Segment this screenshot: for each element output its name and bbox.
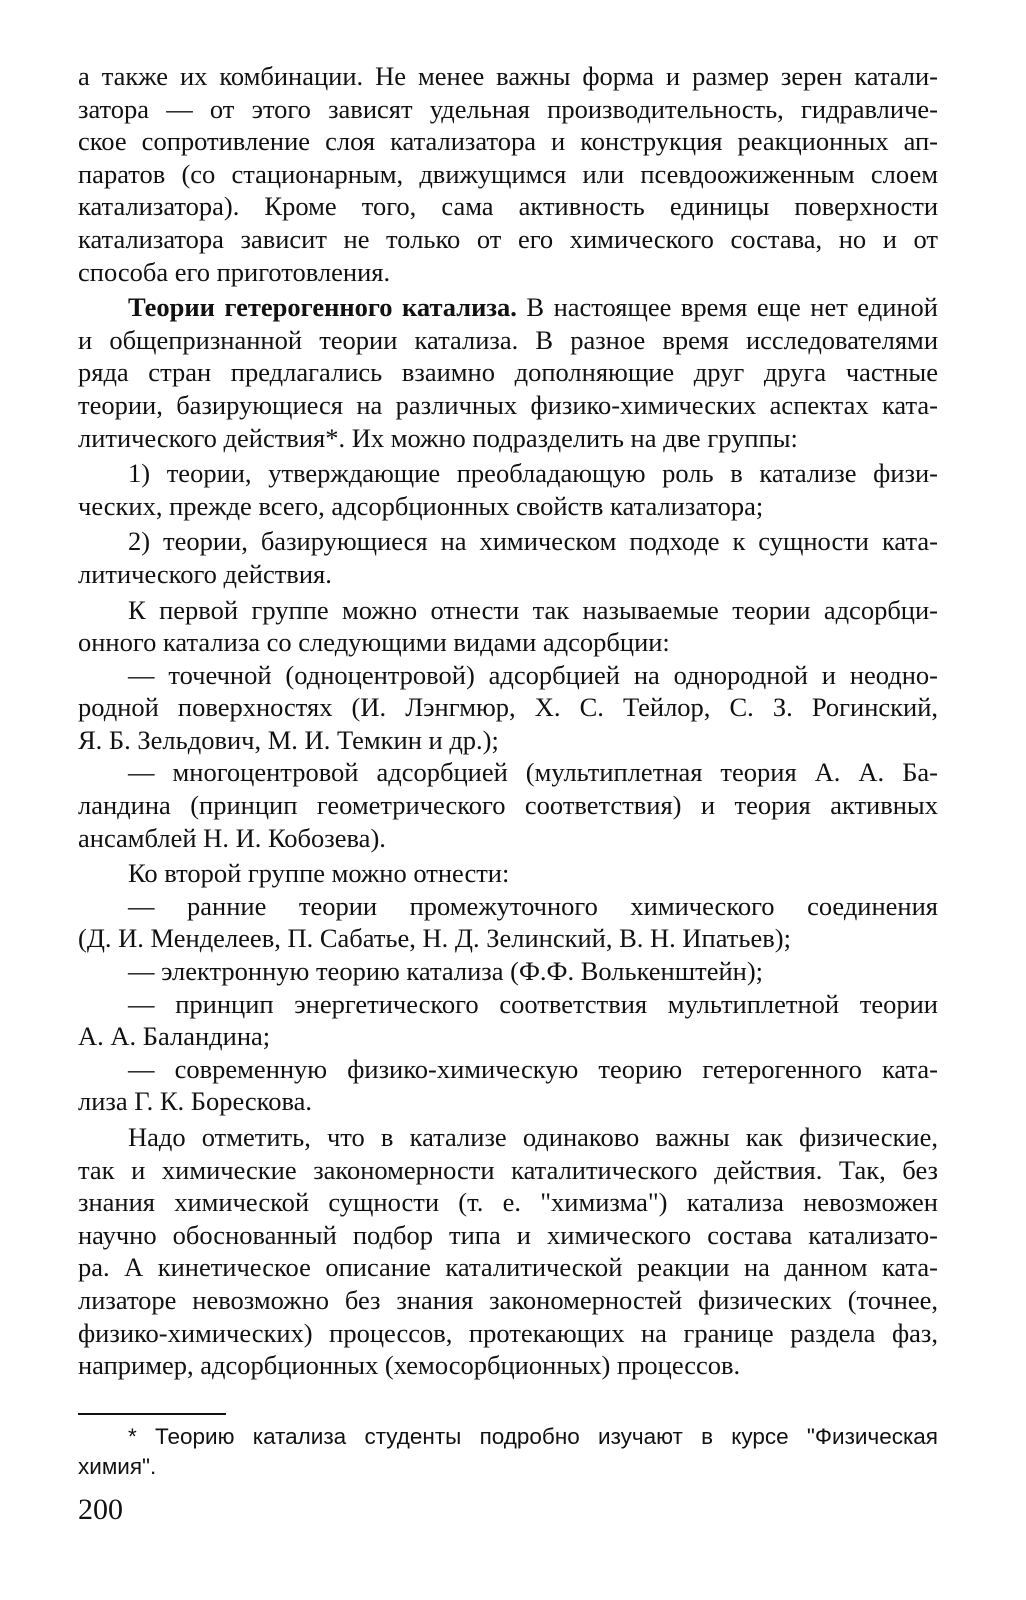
text-line: — многоцентровой адсорбцией (мультиплетная теория А. А. Ба- [128,757,938,788]
footnote-line: * Теорию катализа студенты подробно изучают в курсе "Физическая [128,1424,938,1449]
text-line: катализатора). Кроме того, сама активность единицы поверхности [78,191,938,222]
text-line: ра. А кинетическое описание каталитической реакции на данном ката- [78,1252,938,1283]
text-line: — точечной (одноцентровой) адсорбцией на однородной и неодно- [128,659,938,690]
text-line: 2) теории, базирующиеся на химическом подходе к сущности ката- [128,526,938,557]
text-line: — электронную теорию катализа (Ф.Ф. Волькенштейн); [128,956,764,987]
text-line: онного катализа со следующими видами адсорбции: [78,627,670,658]
section-heading: Теории гетерогенного катализа. [128,292,517,323]
text-line: физико-химических) процессов, протекающих на границе раздела фаз, [78,1317,938,1348]
text-line: литического действия*. Их можно подразделить на две группы: [78,422,798,453]
dash-item-5 [78,988,938,1053]
text-line: научно обоснованный подбор типа и химического состава катализато- [78,1219,938,1250]
list-item-2 [78,525,938,590]
text-line: теории, базирующиеся на различных физико-химических аспектах ката- [78,389,938,420]
page-number: 200 [78,1493,123,1526]
text-line: затора — от этого зависят удельная производительность, гидравличе- [78,93,938,124]
text-line: (Д. И. Менделеев, П. Сабатье, Н. Д. Зелинский, В. Н. Ипатьев); [78,923,791,954]
text-line: а также их комбинации. Не менее важны форма и размер зерен катали- [78,61,938,91]
text-line: ансамблей Н. И. Кобозева). [78,822,386,853]
list-item-1 [78,457,938,522]
paragraph-4 [78,857,938,890]
text-line: ское сопротивление слоя катализатора и конструкция реакционных ап- [78,126,938,157]
text-line: например, адсорбционных (хемосорбционных) процессов. [78,1350,741,1381]
text-line: так и химические закономерности каталитического действия. Так, без [78,1154,938,1185]
paragraph-2 [78,291,938,454]
text-line: катализатора зависит не только от его химического состава, но и от [78,223,938,254]
text-line: лизаторе невозможно без знания закономерностей физических (точнее, [78,1284,938,1315]
paragraph-1 [78,60,938,288]
text-line: К первой группе можно отнести так называемые теории адсорбци- [128,594,938,625]
text-line: 1) теории, утверждающие преобладающую роль в катализе физи- [128,458,938,489]
footnote-divider [78,1413,226,1415]
text-line: — принцип энергетического соответствия мультиплетной теории [128,988,938,1019]
text-line: Я. Б. Зельдович, М. И. Темкин и др.); [78,724,499,755]
dash-item-1 [78,659,938,757]
paragraph-3 [78,594,938,659]
text-line: и общепризнанной теории катализа. В разное время исследователями [78,324,938,355]
text-line: ряда стран предлагались взаимно дополняющие друг друга частные [78,357,938,388]
dash-item-6 [78,1053,938,1118]
paragraph-5 [78,1121,938,1382]
text-line: — ранние теории промежуточного химического соединения [128,890,938,921]
text-line [78,291,938,324]
text-line: ландина (принцип геометрического соответствия) и теория активных [78,790,938,821]
text-line: Ко второй группе можно отнести: [128,858,510,889]
text-line: ческих, прежде всего, адсорбционных свойств катализатора; [78,490,764,521]
footnote-line: химия". [78,1454,157,1479]
text-line: знания химической сущности (т. е. "химизма") катализа невозможен [78,1187,938,1218]
dash-item-2 [78,756,938,854]
page-body [78,60,938,1382]
heading-line-rest: В настоящее время еще нет единой [516,292,938,323]
text-line: родной поверхностях (И. Лэнгмюр, Х. С. Тейлор, С. З. Рогинский, [78,692,938,723]
text-line: Надо отметить, что в катализе одинаково важны как физические, [128,1122,938,1152]
footnote [78,1422,938,1482]
text-line: лиза Г. К. Борескова. [78,1086,312,1117]
text-line: — современную физико-химическую теорию гетерогенного ката- [128,1053,938,1084]
text-line: А. А. Баландина; [78,1021,271,1052]
text-line: способа его приготовления. [78,256,391,287]
text-line: литического действия. [78,558,332,589]
dash-item-4 [78,955,938,988]
text-line: паратов (со стационарным, движущимся или псевдоожиженным слоем [78,158,938,189]
dash-item-3 [78,890,938,955]
